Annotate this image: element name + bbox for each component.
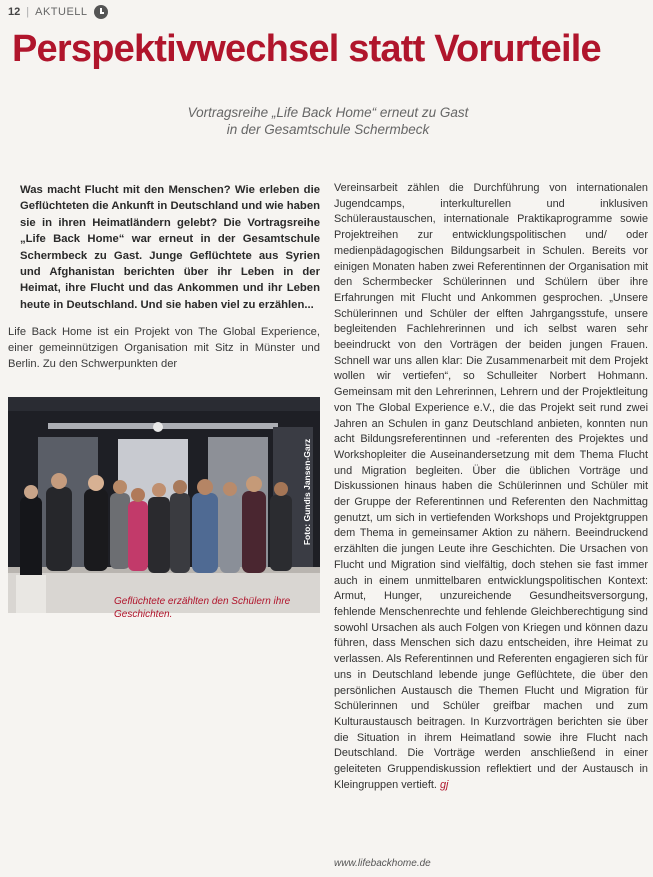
subtitle-line-1: Vortragsreihe „Life Back Home“ erneut zu Gast [187, 105, 469, 120]
subtitle-line-2: in der Gesamtschule Schermbeck [226, 122, 430, 137]
article-title: Perspektivwechsel statt Vorurteile [12, 28, 601, 70]
author-signature: gj [439, 778, 449, 791]
group-photo [8, 397, 320, 613]
website-link[interactable]: www.lifebackhome.de [334, 858, 431, 869]
article-subtitle [150, 104, 506, 138]
article-body [334, 181, 648, 793]
section-label: AKTUELL [35, 6, 88, 18]
page-number: 12 [8, 6, 21, 18]
article-body-text: Vereinsarbeit zählen die Durchführung von internationalen Jugendcamps, interkulturellen und inklusiven Schüleraustauschen, internationale Praktikaprogramme sowie Projektreihen zur entwicklungspolitischen und/ oder medienpädagogischen Bildungsarbeit in Schulen. Bereits vor einigen Monaten haben zwei Referentinnen der Organisation mit den Schermbecker Schülerinnen und Schülern über ihre Erfahrungen mit Flucht und Ankommen gesprochen. „Unsere Schülerinnen und Schüler der elften Jahrgangsstufe, unsere begleitenden Fachlehrerinnen und ich selbst waren sehr beeindruckt von den Vorträgen der beiden jungen Frauen. Schnell war uns allen klar: Die Zusammenarbeit mit dem Projekt wollen wir vertiefen“, so Schulleiter Norbert Hohmann. Gemeinsam mit den Lehrerinnen, Lehrern und der Projektleitung von The Global Experience e.V., die das Projekt seit rund zwei Jahren an Schulen in ganz Deutschland anbieten, konnten nun acht Bildungsreferentinnen und -referenten des Projektes und Workshopleiter die Auseinandersetzung mit dem Thema Flucht und Migration begleiten. Über die üblichen Vorträge und Diskussionen hinaus haben die Schülerinnen und Schüler mit der Gruppe der Referentinnen und Referenten den Nachmittag genutzt, um sich in vertiefenden Workshops und Projektgruppen dem Thema in gemeinsamer Aktion zu nähern. Beeindruckend erzählten die jungen Leute ihre Geschichten. Die Ursachen von Flucht und Migration sind vielfältig, doch stehen sie fast immer auch in einem unmittelbaren entwicklungspolitischen Kontext: Armut, Hunger, unzureichende Gesundheitsversorgung, fehlende Menschenrechte und fehlende Gleichberechtigung sind sowohl Ursachen als auch Folgen von Kriegen und können dazu führen, dass Menschen sich dazu entscheiden, ihre Heimat zu verlassen. Als Referentinnen und Referenten engagieren sich für uns in Deutschland lebende junge Geflüchtete, die über den persönlichen Austausch die Themen Flucht und Migration für Schülerinnen und Schüler greifbar machen und zum Kulturaustausch beitragen. In Kurzvorträgen berichten sie über die Situation in ihrem Heimatland sowie ihre Flucht nach Deutschland. Die Vorträge werden anschließend in einer geleiteten Gruppendiskussion reflektiert und der Austausch in Kleingruppen vertieft. [334, 182, 648, 791]
photo-caption: Geflüchtete erzählten den Schülern ihre Geschichten. [114, 596, 291, 620]
photo-illustration [8, 397, 320, 613]
page-header [8, 4, 108, 20]
photo-credit: Foto: Gundis Jansen-Garz [301, 438, 312, 546]
header-divider: | [26, 6, 30, 18]
article-intro: Life Back Home ist ein Projekt von The Global Experience, einer gemeinnützigen Organisation mit Sitz in Münster und Berlin. Zu den Schwerpunkten der [8, 326, 320, 370]
article-lead: Was macht Flucht mit den Menschen? Wie erleben die Geflüchteten die Ankunft in Deutschland und wie haben sie in ihren Heimatländern gelebt? Die Vortragsreihe „Life Back Home“ war erneut in der Gesamtschule Schermbeck zu Gast. Junge Geflüchtete aus Syrien und Afghanistan berichten über ihr Leben in der Heimat, ihre Flucht und das Ankommen und ihr Leben heute in Deutschland. Und sie haben viel zu erzählen... [20, 184, 320, 311]
clock-icon [94, 5, 108, 19]
